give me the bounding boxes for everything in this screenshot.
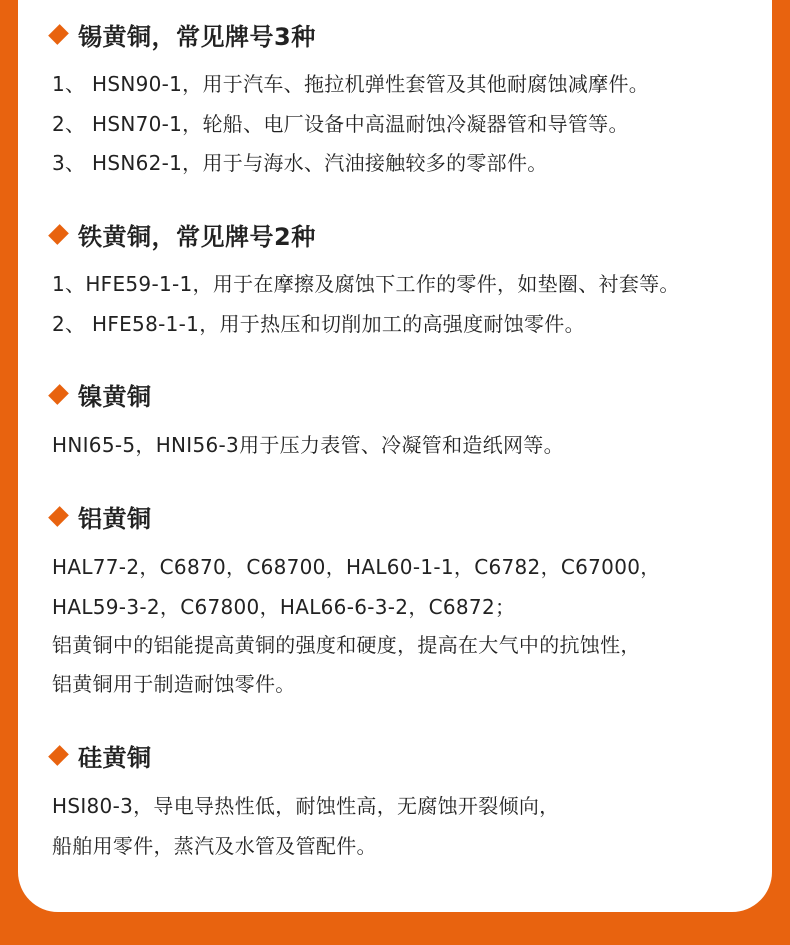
section-heading bbox=[50, 376, 152, 412]
body-line: 2、 HSN70-1，轮船、电厂设备中高温耐蚀冷凝器管和导管等。 bbox=[52, 112, 629, 136]
section-heading bbox=[50, 16, 316, 52]
body-line: HAL59-3-2，C67800，HAL66-6-3-2，C6872； bbox=[52, 595, 516, 619]
heading-text: 镍黄铜 bbox=[78, 382, 152, 411]
body-line: 铝黄铜用于制造耐蚀零件。 bbox=[52, 672, 296, 696]
section-heading bbox=[50, 737, 152, 773]
diamond-bullet-icon bbox=[48, 506, 69, 527]
body-line: 2、 HFE58-1-1，用于热压和切削加工的高强度耐蚀零件。 bbox=[52, 312, 585, 336]
heading-text: 铁黄铜，常见牌号2种 bbox=[78, 222, 316, 251]
body-line: 1、 HSN90-1，用于汽车、拖拉机弹性套管及其他耐腐蚀减摩件。 bbox=[52, 72, 650, 96]
body-line: 3、 HSN62-1，用于与海水、汽油接触较多的零部件。 bbox=[52, 151, 548, 175]
diamond-bullet-icon bbox=[48, 24, 69, 45]
body-line: HNI65-5，HNI56-3用于压力表管、冷凝管和造纸网等。 bbox=[52, 433, 564, 457]
diamond-bullet-icon bbox=[48, 745, 69, 766]
heading-text: 铝黄铜 bbox=[78, 504, 152, 533]
body-line: 1、HFE59-1-1，用于在摩擦及腐蚀下工作的零件，如垫圈、衬套等。 bbox=[52, 272, 680, 296]
diamond-bullet-icon bbox=[48, 384, 69, 405]
body-line: 船舶用零件，蒸汽及水管及管配件。 bbox=[52, 834, 377, 858]
heading-text: 锡黄铜，常见牌号3种 bbox=[78, 22, 316, 51]
section-heading bbox=[50, 216, 316, 252]
content-card bbox=[18, 0, 772, 912]
body-line: HSI80-3，导电导热性低，耐蚀性高，无腐蚀开裂倾向， bbox=[52, 794, 560, 818]
body-line: HAL77-2，C6870，C68700，HAL60-1-1，C6782，C67000， bbox=[52, 555, 661, 579]
section-heading bbox=[50, 498, 152, 534]
heading-text: 硅黄铜 bbox=[78, 743, 152, 772]
body-line: 铝黄铜中的铝能提高黄铜的强度和硬度，提高在大气中的抗蚀性， bbox=[52, 633, 641, 657]
diamond-bullet-icon bbox=[48, 224, 69, 245]
